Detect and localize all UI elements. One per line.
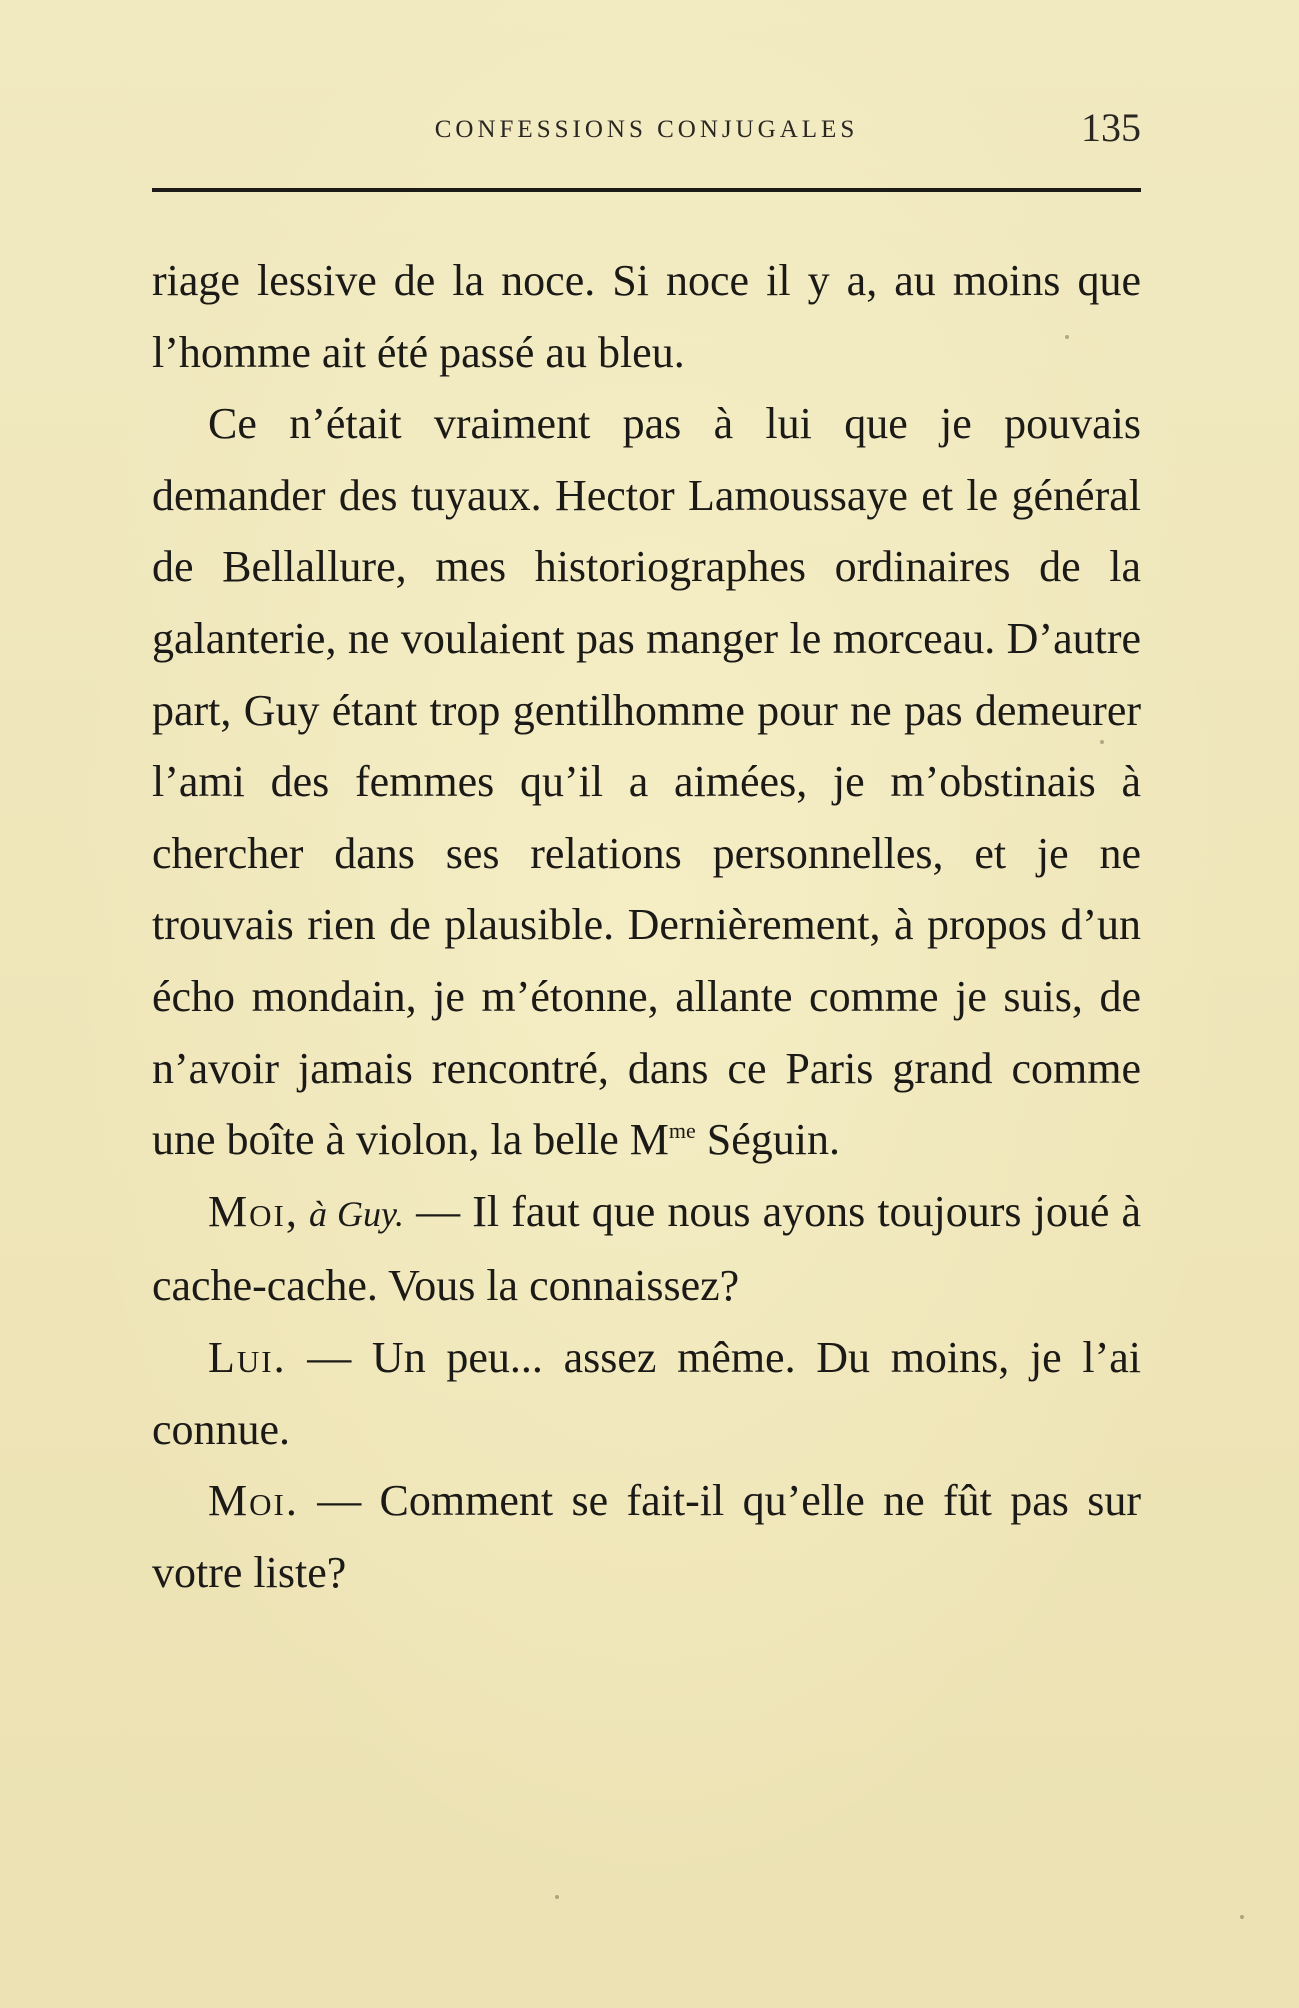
speaker-lui: Lui. — [208, 1332, 287, 1382]
speaker-moi-2: Moi. — [208, 1476, 299, 1526]
running-head — [152, 102, 1141, 162]
dialogue-3 — [152, 1465, 1141, 1608]
dialogue-2 — [152, 1322, 1141, 1465]
paragraph-2-text: Ce n’était vraiment pas à lui que je pouvais demander des tuyaux. Hector Lamoussaye et le général de Bellallure, mes historiographes ordinaires de la galanterie, ne voulaient pas manger le morceau. D’autre part, Guy étant trop gentilhomme pour ne pas demeurer l’ami des femmes qu’il a aimées, je m’obstinais à chercher dans ses relations personnelles, et je ne trouvais rien de plausible. Dernièrement, à propos d’un écho mondain, je m’étonne, allante comme je suis, de n’avoir jamais rencontré, dans ce Paris grand comme une boîte à violon, la belle M — [152, 399, 1141, 1165]
dialogue-2-text: — Un peu... assez même. Du moins, je l’ai connue. — [152, 1332, 1141, 1454]
paper-speck — [1100, 740, 1104, 744]
paragraph-1 — [152, 245, 1141, 388]
stage-direction: à Guy. — [308, 1193, 405, 1234]
dialogue-1: Moi, à Guy. — Il faut que nous ayons toujours joué à cache-cache. Vous la connaissez? — [152, 1186, 1142, 1311]
header-rule — [152, 188, 1141, 192]
dialogue-3-text: — Comment se fait-il qu’elle ne fût pas sur votre liste? — [152, 1476, 1141, 1597]
page-number: 135 — [1081, 105, 1141, 150]
paragraph-2-end: Séguin. — [695, 1115, 840, 1165]
body-text — [152, 245, 1141, 1608]
paper-speck — [1240, 1915, 1244, 1919]
paper-speck — [555, 1895, 559, 1899]
paper-speck — [1065, 335, 1069, 339]
speaker-moi: Moi — [208, 1186, 286, 1236]
paragraph-1-text: riage lessive de la noce. Si noce il y a, au moins que l’homme ait été passé au bleu. — [152, 256, 1141, 377]
running-title: CONFESSIONS CONJUGALES — [434, 116, 859, 143]
dialogue-1-text: — Il faut que nous ayons toujours joué à cache-cache. Vous la connaissez? — [152, 1186, 1142, 1311]
paragraph-2 — [152, 388, 1141, 1176]
superscript-me: me — [668, 1118, 696, 1144]
